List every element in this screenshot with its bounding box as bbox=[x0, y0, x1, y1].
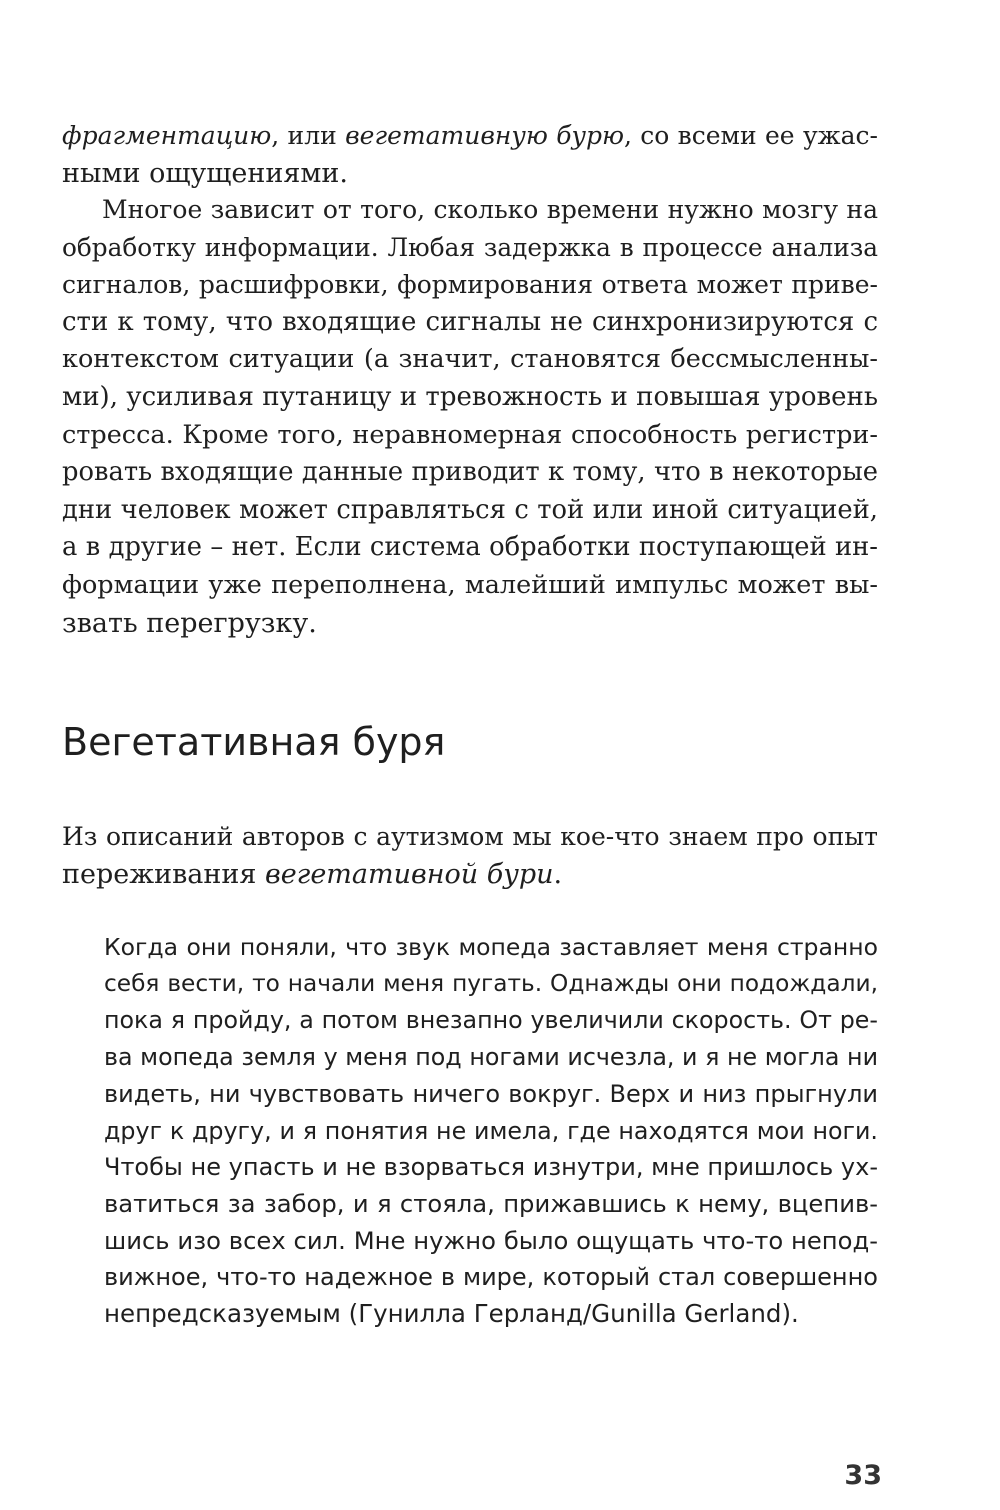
quote-line: вижное, что-то надежное в мире, который стал совершенно bbox=[104, 1263, 878, 1292]
section-heading: Вегетативная буря bbox=[62, 720, 446, 764]
quote-line: Чтобы не упасть и не взорваться изнутри, мне пришлось ух- bbox=[104, 1153, 878, 1182]
paragraph-line: звать перегрузку. bbox=[62, 607, 317, 639]
block-quote bbox=[104, 929, 878, 1333]
paragraph-continuation bbox=[62, 117, 878, 192]
quote-line: видеть, ни чувствовать ничего вокруг. Верх и низ прыгнули bbox=[104, 1079, 878, 1108]
paragraph-line: контекстом ситуации (а значит, становятся бессмысленны- bbox=[62, 344, 878, 375]
quote-line: друг к другу, и я понятия не имела, где находятся мои ноги. bbox=[104, 1116, 878, 1145]
quote-line: пока я пройду, а потом внезапно увеличили скорость. От ре- bbox=[104, 1006, 878, 1035]
quote-line: Когда они поняли, что звук мопеда заставляет меня странно bbox=[104, 933, 878, 961]
paragraph-line: фрагментацию, или вегетативную бурю, со всеми ее ужас- bbox=[62, 121, 879, 150]
paragraph-line: формации уже переполнена, малейший импульс может вы- bbox=[62, 569, 878, 600]
quote-line: ватиться за забор, и я стояла, прижавшись к нему, вцепив- bbox=[104, 1188, 878, 1218]
paragraph-line: дни человек может справляться с той или иной ситуацией, bbox=[62, 494, 878, 525]
paragraph-line: ровать входящие данные приводит к тому, что в некоторые bbox=[62, 457, 878, 488]
quote-line: шись изо всех сил. Мне нужно было ощущать что-то непод- bbox=[104, 1225, 878, 1255]
paragraph-line: а в другие – нет. Если система обработки поступающей ин- bbox=[62, 532, 878, 563]
paragraph-line: Многое зависит от того, сколько времени нужно мозгу на bbox=[102, 195, 878, 224]
quote-line: ва мопеда земля у меня под ногами исчезла, и я не могла ни bbox=[104, 1043, 878, 1072]
paragraph-line: Из описаний авторов с аутизмом мы кое-что знаем про опыт bbox=[62, 822, 878, 851]
paragraph-line: стресса. Кроме того, неравномерная способность регистри- bbox=[62, 419, 878, 450]
paragraph-processing-delay bbox=[62, 191, 878, 642]
paragraph-line: переживания вегетативной бури. bbox=[62, 858, 563, 890]
paragraph-line: ными ощущениями. bbox=[62, 157, 348, 189]
paragraph-line: ми), усиливая путаницу и тревожность и повышая уровень bbox=[62, 381, 878, 412]
page-number: 33 bbox=[844, 1460, 882, 1491]
quote-line: себя вести, то начали меня пугать. Однажды они подождали, bbox=[104, 969, 878, 997]
paragraph-line: сигналов, расшифровки, формирования ответа может приве- bbox=[62, 270, 878, 300]
quote-line: непредсказуемым (Гунилла Герланд/Gunilla Gerland). bbox=[104, 1299, 799, 1329]
paragraph-line: сти к тому, что входящие сигналы не синхронизируются с bbox=[62, 306, 878, 337]
paragraph-intro bbox=[62, 818, 878, 893]
paragraph-line: обработку информации. Любая задержка в процессе анализа bbox=[62, 232, 878, 262]
